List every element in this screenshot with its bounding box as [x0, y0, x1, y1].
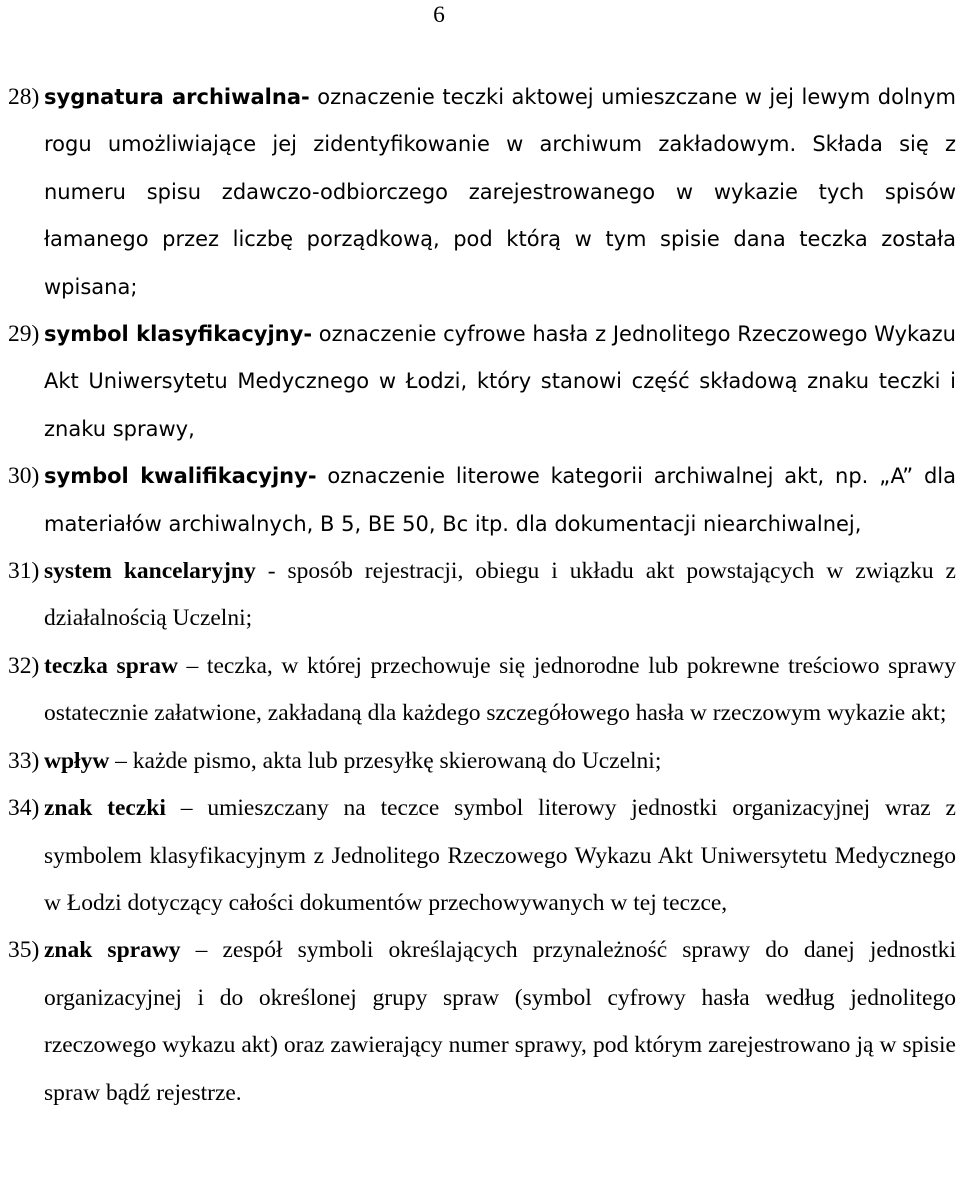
definition-item-31: [8, 548, 956, 643]
definition-item-32: [8, 643, 956, 738]
definition-text: – zespół symboli określających przynależność sprawy do danej jednostki organizacyjnej i do określonej grupy spraw (symbol cyfrowy hasła według jednolitego rzeczowego wykazu akt) oraz zawierający numer sprawy, pod którym zarejestrowano ją w spisie spraw bądź rejestrze.: [44, 937, 957, 1106]
definition-body: [44, 311, 956, 453]
item-number: 30): [8, 463, 40, 490]
definition-item-29: [8, 311, 956, 453]
page-number: 6: [433, 2, 445, 28]
definition-text: oznaczenie literowe kategorii archiwalnej akt, np. „A” dla materiałów archiwalnych, B 5, BE 50, Bc itp. dla dokumentacji niearchiwalnej,: [44, 464, 956, 536]
definition-item-28: [8, 74, 956, 311]
definition-term: symbol klasyfikacyjny-: [44, 322, 313, 347]
item-number: 29): [8, 321, 40, 348]
definition-body: [44, 927, 956, 1117]
definition-text: oznaczenie teczki aktowej umieszczane w jej lewym dolnym rogu umożliwiające jej zidentyfikowanie w archiwum zakładowym. Składa się z numeru spisu zdawczo-odbiorczego zarejestrowanego w wykazie tych spisów łamanego przez liczbę porządkową, pod którą w tym spisie dana teczka została wpisana;: [44, 85, 957, 299]
definition-text: oznaczenie cyfrowe hasła z Jednolitego Rzeczowego Wykazu Akt Uniwersytetu Medycznego w Łodzi, który stanowi część składową znaku teczki i znaku sprawy,: [44, 322, 956, 441]
item-number: 31): [8, 558, 40, 585]
definition-term: sygnatura archiwalna-: [44, 85, 310, 109]
definition-item-34: [8, 785, 956, 927]
item-number: 33): [8, 747, 40, 774]
definition-term: znak teczki: [44, 795, 166, 822]
definition-body: [44, 74, 956, 311]
definition-body: [44, 785, 956, 927]
item-number: 34): [8, 795, 40, 822]
definition-body: [44, 548, 956, 643]
item-number: 35): [8, 937, 40, 964]
definition-term: wpływ: [44, 747, 110, 774]
definition-item-30: [8, 453, 956, 548]
definition-text: – każde pismo, akta lub przesyłkę skierowaną do Uczelni;: [109, 747, 662, 774]
definition-term: teczka spraw: [44, 652, 178, 679]
definition-body: [44, 453, 956, 548]
definition-text: – teczka, w której przechowuje się jednorodne lub pokrewne treściowo sprawy ostatecznie załatwione, zakładaną dla każdego szczegółowego hasła w rzeczowym wykazie akt;: [44, 652, 956, 727]
item-number: 28): [8, 84, 40, 110]
definition-term: system kancelaryjny: [44, 558, 256, 585]
definition-text: – umieszczany na teczce symbol literowy jednostki organizacyjnej wraz z symbolem klasyfikacyjnym z Jednolitego Rzeczowego Wykazu Akt Uniwersytetu Medycznego w Łodzi dotyczący całości dokumentów przechowywanych w tej teczce,: [44, 795, 956, 916]
definition-item-33: [8, 738, 956, 785]
item-number: 32): [8, 652, 40, 679]
definition-term: symbol kwalifikacyjny-: [44, 464, 317, 489]
definition-body: [44, 643, 956, 738]
definition-item-35: [8, 927, 956, 1117]
definition-term: znak sprawy: [44, 937, 181, 964]
definitions-list: [8, 74, 956, 1117]
definition-text: - sposób rejestracji, obiegu i układu akt powstających w związku z działalnością Uczelni;: [44, 558, 956, 632]
definition-body: [44, 738, 956, 785]
